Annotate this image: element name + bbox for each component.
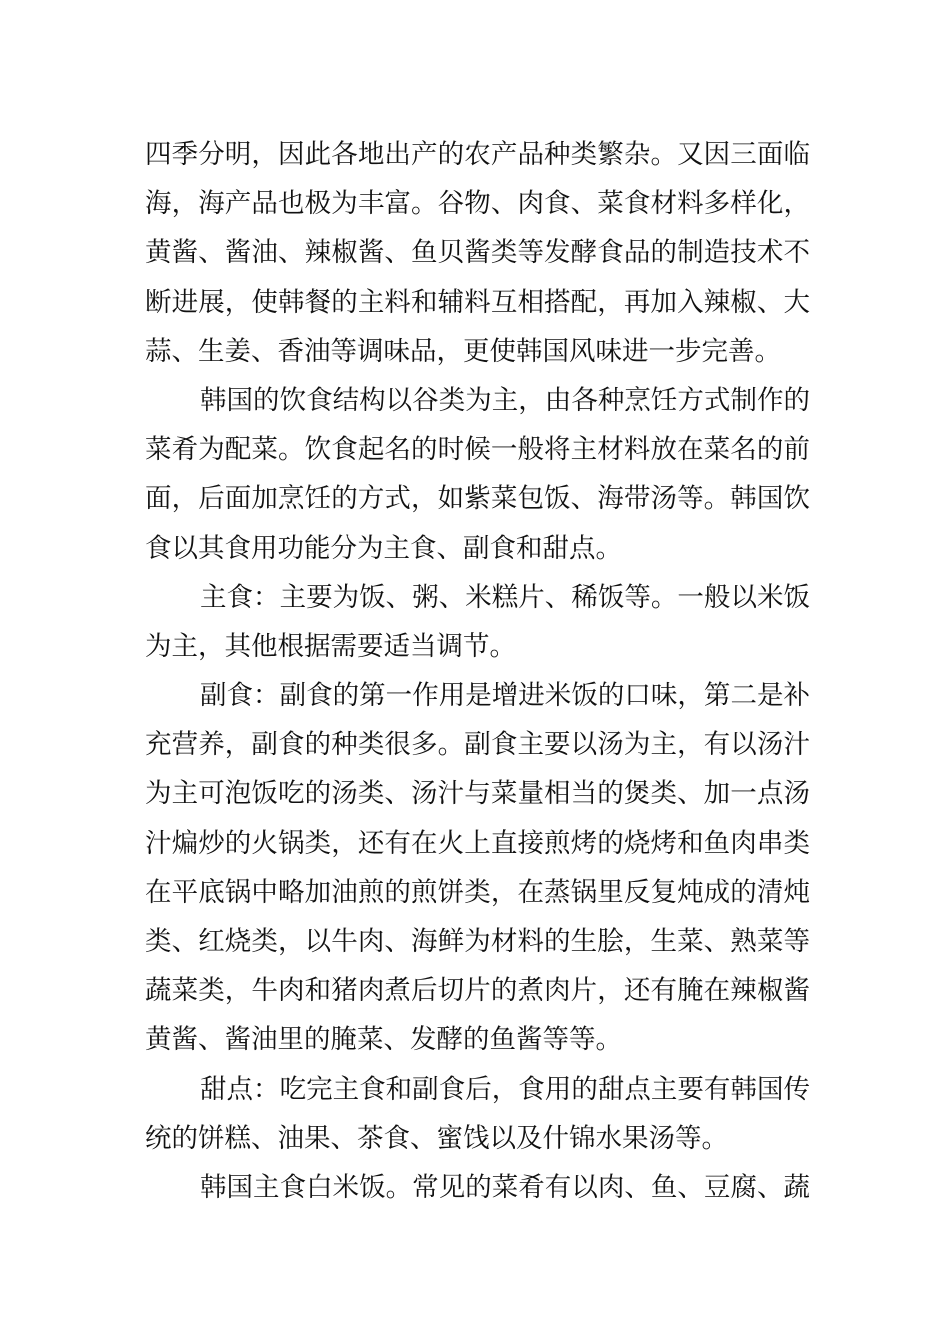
paragraph-first-line: 韩国主食白米饭。常见的菜肴有以肉、鱼、豆腐、蔬 [200,1171,810,1203]
text-line: 断进展，使韩餐的主料和辅料互相搭配，再加入辣椒、大 [145,286,810,318]
text-line: 汁煸炒的火锅类，还有在火上直接煎烤的烧烤和鱼肉串类 [145,827,810,859]
text-line: 蒜、生姜、香油等调味品，更使韩国风味进一步完善。 [145,335,781,367]
paragraph-first-line: 主食：主要为饭、粥、米糕片、稀饭等。一般以米饭 [200,581,810,613]
text-line: 充营养，副食的种类很多。副食主要以汤为主，有以汤汁 [145,729,810,761]
text-line: 类、红烧类，以牛肉、海鲜为材料的生脍，生菜、熟菜等 [145,926,810,957]
text-line: 菜肴为配菜。饮食起名的时候一般将主材料放在菜名的前 [145,434,810,466]
body-text [145,130,810,1212]
text-line: 面，后面加烹饪的方式，如紫菜包饭、海带汤等。韩国饮 [145,483,810,515]
text-line: 黄酱、酱油、辣椒酱、鱼贝酱类等发酵食品的制造技术不 [145,237,810,269]
text-line: 食以其食用功能分为主食、副食和甜点。 [145,532,622,564]
text-line: 四季分明，因此各地出产的农产品种类繁杂。又因三面临 [145,139,810,170]
text-line: 黄酱、酱油里的腌菜、发酵的鱼酱等等。 [145,1024,622,1056]
paragraph-first-line: 韩国的饮食结构以谷类为主，由各种烹饪方式制作的 [200,384,810,416]
text-line: 在平底锅中略加油煎的煎饼类，在蒸锅里反复炖成的清炖 [145,876,810,908]
paragraph-first-line: 副食：副食的第一作用是增进米饭的口味，第二是补 [200,680,810,712]
text-line: 蔬菜类，牛肉和猪肉煮后切片的煮肉片，还有腌在辣椒酱 [145,975,810,1007]
text-line: 为主可泡饭吃的汤类、汤汁与菜量相当的煲类、加一点汤 [145,778,810,810]
text-line: 为主，其他根据需要适当调节。 [145,630,516,662]
text-line: 海，海产品也极为丰富。谷物、肉食、菜食材料多样化， [145,188,810,220]
paragraph-first-line: 甜点：吃完主食和副食后，食用的甜点主要有韩国传 [200,1073,810,1105]
text-line: 统的饼糕、油果、茶食、蜜饯以及什锦水果汤等。 [145,1122,728,1154]
